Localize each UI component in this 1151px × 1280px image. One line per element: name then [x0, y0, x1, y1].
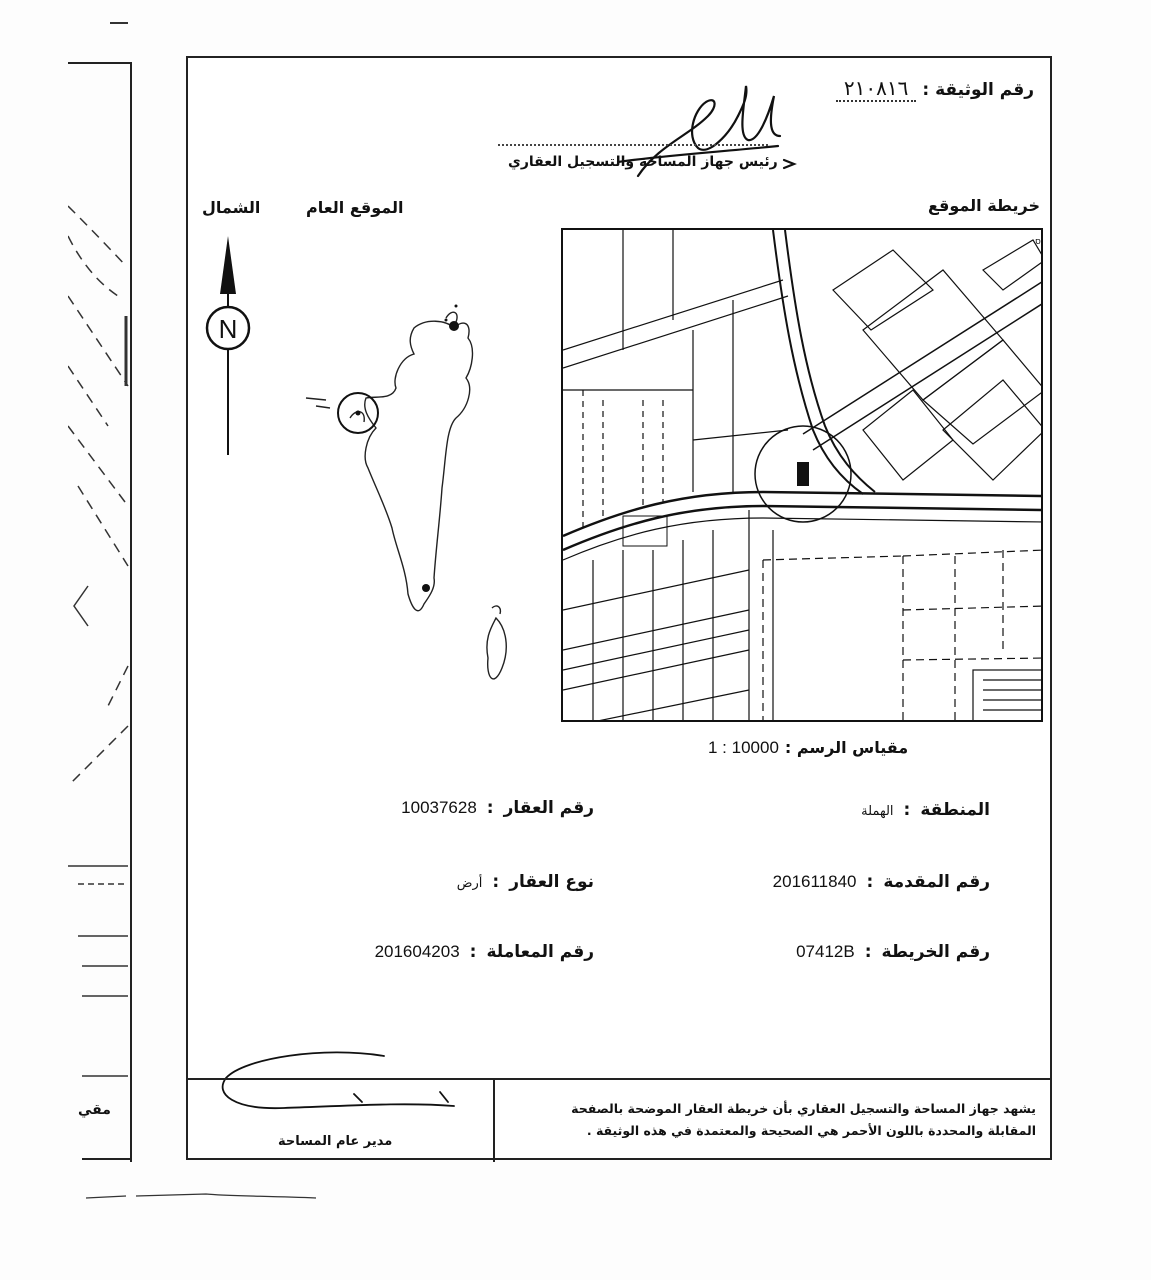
adjacent-page-drawing	[68, 66, 132, 1156]
footer	[188, 1078, 1050, 1160]
applicant-number-value: 201611840	[772, 872, 857, 891]
scale-row	[708, 738, 908, 758]
director-title: مدير عام المساحة	[278, 1134, 393, 1149]
area-value: الهملة	[861, 804, 894, 819]
field-applicant-number	[773, 872, 990, 892]
transaction-number-value: 201604203	[374, 942, 460, 961]
adjacent-page-strip	[68, 62, 132, 1162]
scale-label: مقياس الرسم :	[784, 738, 909, 757]
document-number-value: ٢١٠٨١٦	[836, 76, 916, 102]
field-property-type	[457, 872, 594, 892]
field-property-number	[401, 798, 594, 818]
property-number-label: رقم العقار	[503, 798, 594, 818]
cut-off-text: مقي	[78, 1102, 111, 1118]
applicant-number-label: رقم المقدمة	[883, 872, 990, 892]
footer-divider	[493, 1080, 495, 1162]
bottom-scan-marks	[86, 1190, 336, 1210]
site-map-drawing	[563, 230, 1043, 722]
transaction-number-colon: :	[469, 942, 477, 962]
general-location-title: الموقع العام	[306, 198, 404, 217]
property-number-colon: :	[486, 798, 494, 818]
field-area	[861, 800, 990, 820]
field-transaction-number	[375, 942, 594, 962]
signature-line	[498, 144, 768, 146]
document-frame	[186, 56, 1052, 1160]
head-title: رئيس جهاز المساحة والتسجيل العقاري	[508, 154, 778, 170]
area-colon: :	[903, 800, 911, 820]
transaction-number-label: رقم المعاملة	[486, 942, 594, 962]
scale-value: 1 : 10000	[708, 738, 779, 757]
general-location-map	[296, 258, 546, 698]
property-type-colon: :	[492, 872, 500, 892]
property-number-value: 10037628	[401, 798, 477, 817]
area-label: المنطقة	[920, 800, 990, 820]
svg-text:ס: ס	[1035, 237, 1041, 247]
map-number-value: 07412B	[796, 942, 855, 961]
field-map-number	[796, 942, 990, 962]
strip-top-line	[68, 62, 132, 64]
property-type-label: نوع العقار	[509, 872, 594, 892]
document-number-label: رقم الوثيقة :	[922, 80, 1034, 100]
map-number-label: رقم الخريطة	[881, 942, 990, 962]
certification-text: يشهد جهاز المساحة والتسجيل العقاري بأن خريطة العقار الموضحة بالصفحة المقابلة والمحددة باللون الأحمر هي الصحيحة والمعتمدة في هذه الوثيقة .	[571, 1101, 1036, 1138]
strip-bottom-line	[82, 1158, 132, 1160]
map-number-colon: :	[864, 942, 872, 962]
north-letter: N	[218, 314, 238, 344]
scan-mark	[110, 22, 128, 24]
site-map-title: خريطة الموقع	[927, 196, 1040, 215]
site-map	[561, 228, 1043, 722]
north-arrow-icon	[198, 230, 258, 460]
document-number-row	[836, 76, 1034, 102]
north-title: الشمال	[202, 198, 261, 217]
applicant-number-colon: :	[866, 872, 874, 892]
property-type-value: أرض	[456, 876, 483, 891]
